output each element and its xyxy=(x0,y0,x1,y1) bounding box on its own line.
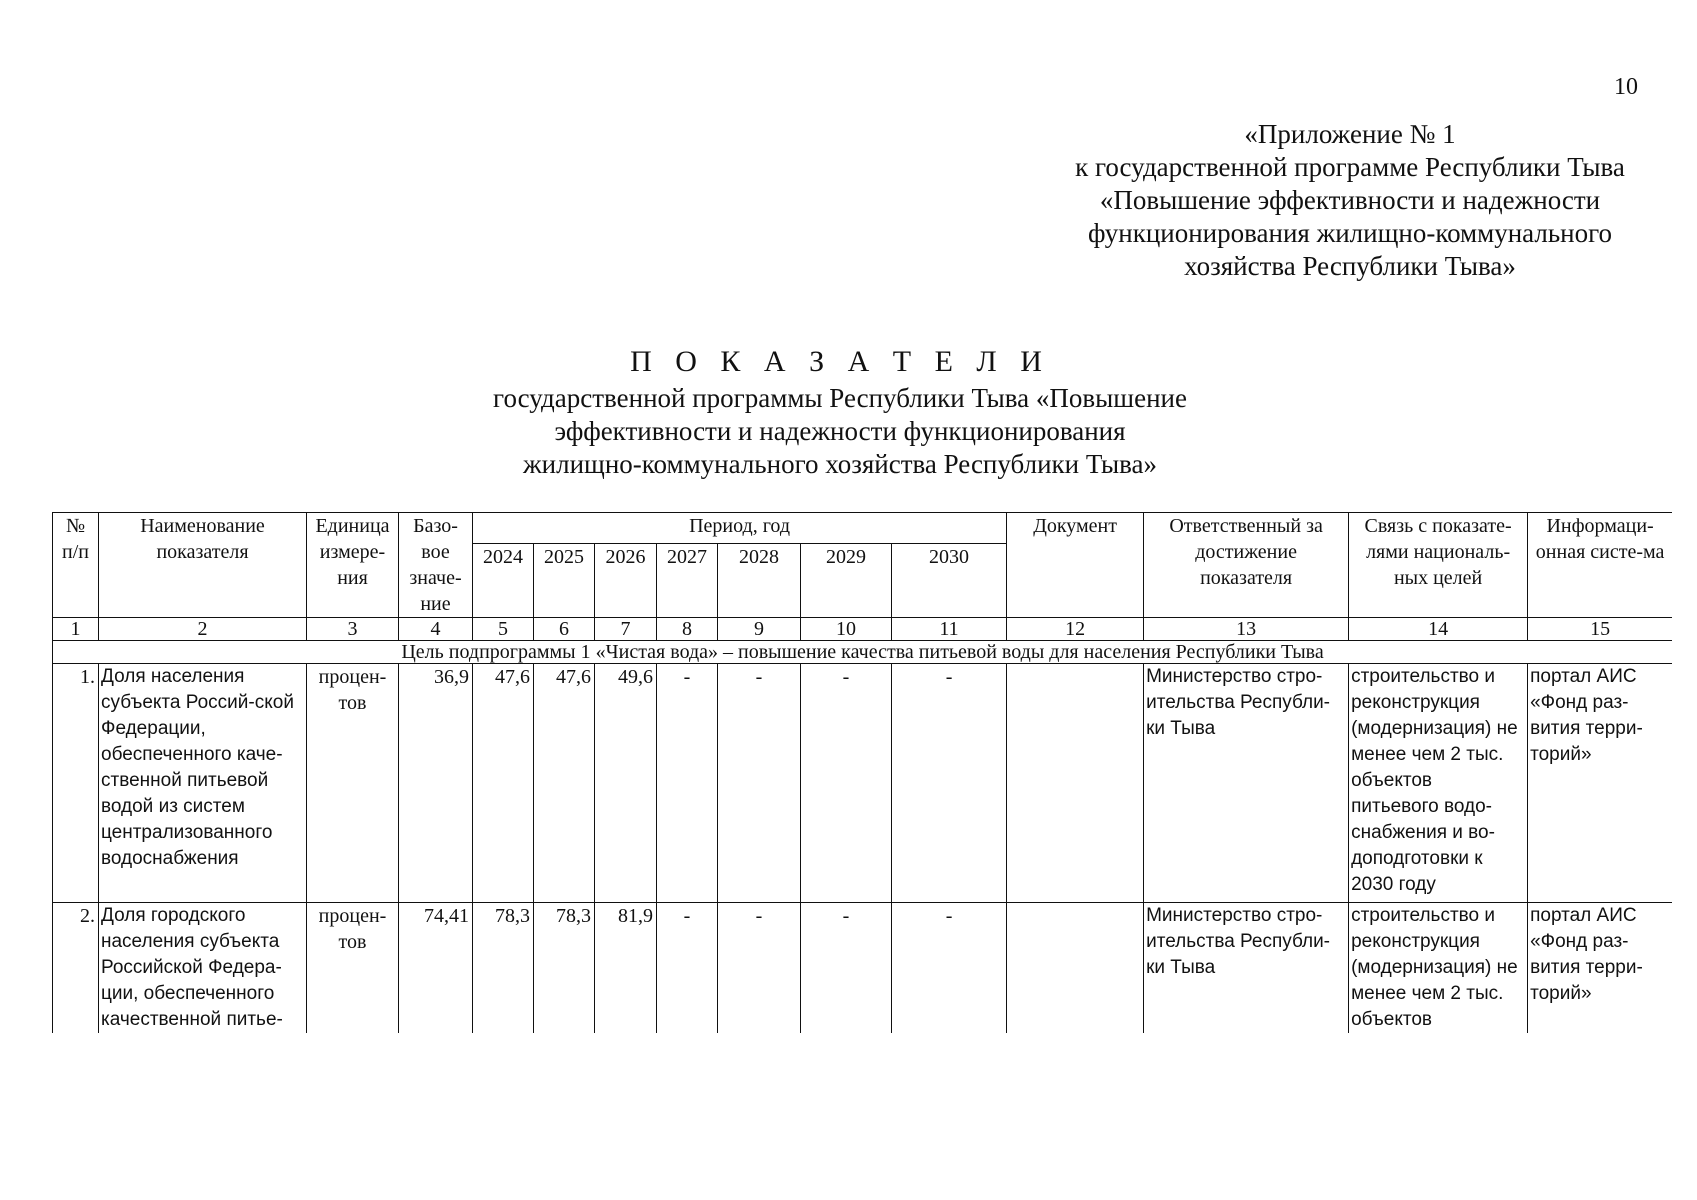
header-year: 2025 xyxy=(534,544,595,618)
appendix-line: «Приложение № 1 xyxy=(1244,119,1456,149)
title-heading: П О К А З А Т Е Л И xyxy=(630,345,1050,378)
row-document xyxy=(1007,903,1144,1034)
column-number: 8 xyxy=(657,618,718,641)
page-number: 10 xyxy=(1614,74,1638,100)
column-number: 12 xyxy=(1007,618,1144,641)
header-year: 2029 xyxy=(801,544,892,618)
row-unit: процен-тов xyxy=(307,903,399,1034)
row-value: - xyxy=(718,664,801,903)
row-link: строительство и реконструкция (модернизация) не менее чем 2 тыс. объектов xyxy=(1349,903,1528,1034)
row-value: - xyxy=(801,903,892,1034)
title-line: государственной программы Республики Тыва «Повышение xyxy=(493,383,1187,413)
row-value: 49,6 xyxy=(595,664,657,903)
header-year: 2026 xyxy=(595,544,657,618)
indicators-table xyxy=(52,512,1672,1033)
row-value: - xyxy=(892,664,1007,903)
column-number: 7 xyxy=(595,618,657,641)
row-value: - xyxy=(718,903,801,1034)
header-period: Период, год xyxy=(473,513,1007,544)
column-number: 11 xyxy=(892,618,1007,641)
appendix-line: функционирования жилищно-коммунального xyxy=(1087,218,1613,248)
header-name: Наименование показателя xyxy=(99,513,307,618)
goal-row xyxy=(53,641,1673,664)
header-document: Документ xyxy=(1007,513,1144,618)
header-base: Базо-вое значе-ние xyxy=(399,513,473,618)
row-responsible: Министерство стро-ительства Республи-ки Тыва xyxy=(1144,903,1349,1034)
row-value: 47,6 xyxy=(473,664,534,903)
appendix-line: к государственной программе Республики Тыва xyxy=(1075,152,1625,182)
row-base: 74,41 xyxy=(399,903,473,1034)
header-num: № п/п xyxy=(53,513,99,618)
row-num: 1. xyxy=(53,664,99,903)
row-value: 78,3 xyxy=(473,903,534,1034)
appendix-line: хозяйства Республики Тыва» xyxy=(1184,251,1516,281)
row-value: - xyxy=(892,903,1007,1034)
header-year: 2027 xyxy=(657,544,718,618)
row-value: 47,6 xyxy=(534,664,595,903)
header-year: 2030 xyxy=(892,544,1007,618)
appendix-line: «Повышение эффективности и надежности xyxy=(1099,185,1601,215)
row-info-system: портал АИС «Фонд раз-вития терри-торий» xyxy=(1528,664,1672,903)
row-unit: процен-тов xyxy=(307,664,399,903)
header-year: 2024 xyxy=(473,544,534,618)
row-value: - xyxy=(657,664,718,903)
indicators-table-wrap xyxy=(52,512,1672,1033)
row-value: - xyxy=(657,903,718,1034)
column-number: 9 xyxy=(718,618,801,641)
row-name: Доля городского населения субъекта Российской Федера-ции, обеспеченного качественной питье- xyxy=(99,903,307,1034)
column-numbers-row xyxy=(53,618,1673,641)
column-number: 2 xyxy=(99,618,307,641)
row-responsible: Министерство стро-ительства Республи-ки Тыва xyxy=(1144,664,1349,903)
appendix-block xyxy=(1050,118,1650,283)
title-line: эффективности и надежности функционирования xyxy=(554,416,1126,446)
column-number: 4 xyxy=(399,618,473,641)
goal-text: Цель подпрограммы 1 «Чистая вода» – повышение качества питьевой воды для населения Республики Тыва xyxy=(53,641,1673,664)
column-number: 1 xyxy=(53,618,99,641)
row-value: 81,9 xyxy=(595,903,657,1034)
row-base: 36,9 xyxy=(399,664,473,903)
column-number: 3 xyxy=(307,618,399,641)
column-number: 10 xyxy=(801,618,892,641)
header-year: 2028 xyxy=(718,544,801,618)
header-responsible: Ответственный за достижение показателя xyxy=(1144,513,1349,618)
column-number: 15 xyxy=(1528,618,1672,641)
header-link: Связь с показате-лями националь-ных целей xyxy=(1349,513,1528,618)
row-document xyxy=(1007,664,1144,903)
row-value: 78,3 xyxy=(534,903,595,1034)
row-name: Доля населения субъекта Россий-ской Федерации, обеспеченного каче-ственной питьевой водой из систем централизованного водоснабжения xyxy=(99,664,307,903)
row-value: - xyxy=(801,664,892,903)
row-num: 2. xyxy=(53,903,99,1034)
header-info-system: Информаци-онная систе-ма xyxy=(1528,513,1672,618)
header-row xyxy=(53,513,1673,544)
row-link: строительство и реконструкция (модернизация) не менее чем 2 тыс. объектов питьевого водо-снабжения и во-доподготовки к 2030 году xyxy=(1349,664,1528,903)
document-title xyxy=(380,344,1300,481)
column-number: 13 xyxy=(1144,618,1349,641)
column-number: 5 xyxy=(473,618,534,641)
table-row xyxy=(53,903,1673,1034)
header-unit: Единица измере-ния xyxy=(307,513,399,618)
row-info-system: портал АИС «Фонд раз-вития терри-торий» xyxy=(1528,903,1672,1034)
column-number: 14 xyxy=(1349,618,1528,641)
table-row xyxy=(53,664,1673,903)
title-line: жилищно-коммунального хозяйства Республики Тыва» xyxy=(523,449,1157,479)
column-number: 6 xyxy=(534,618,595,641)
